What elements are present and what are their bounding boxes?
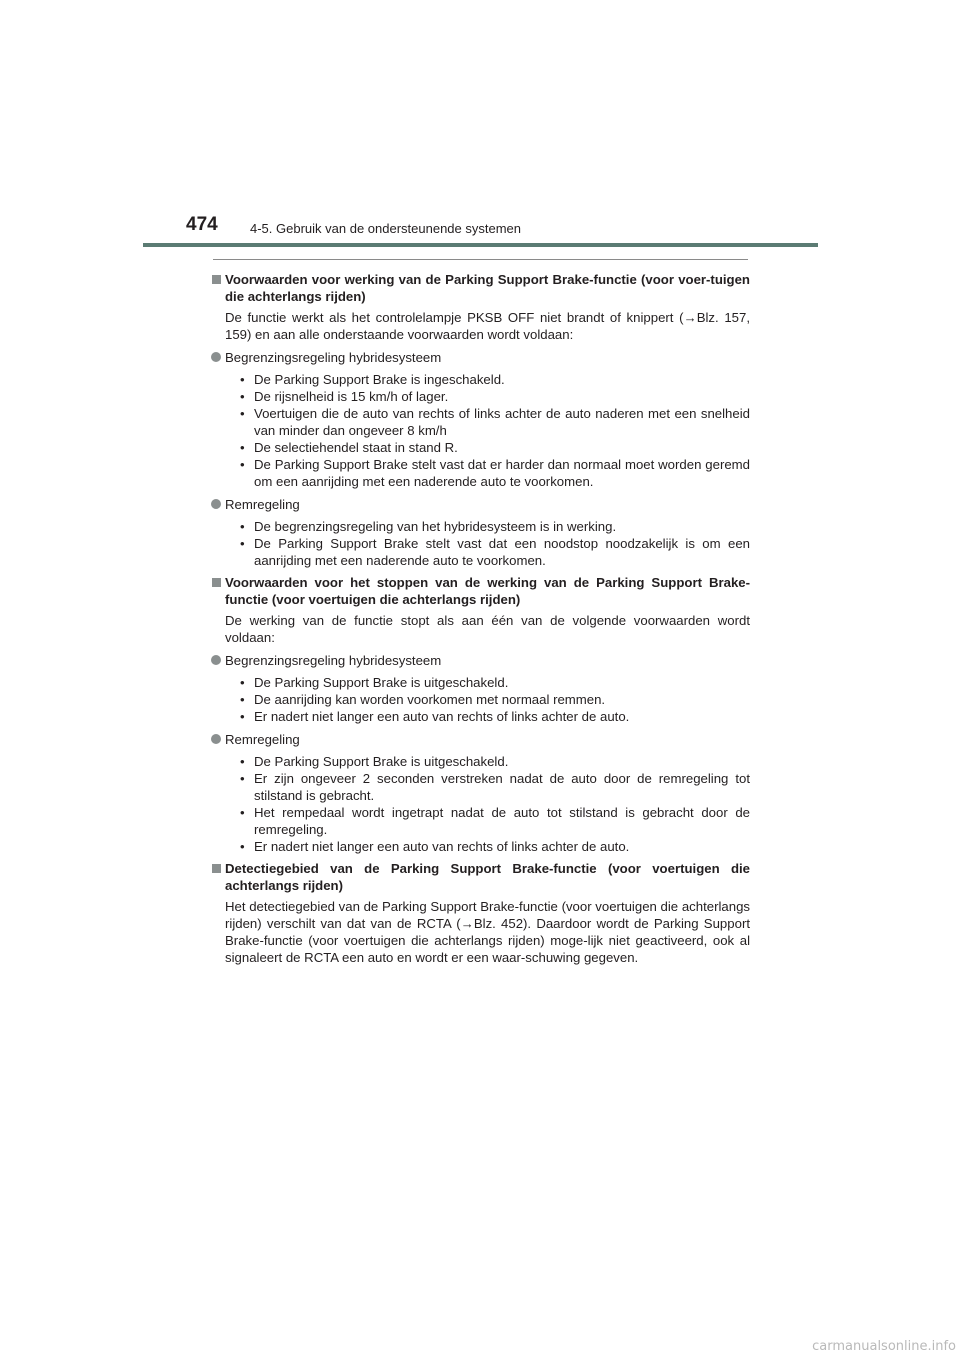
bullet-dot-icon: • xyxy=(240,389,245,404)
circle-bullet-icon xyxy=(211,352,221,362)
content-top-rule xyxy=(213,259,748,260)
bullet-dot-icon: • xyxy=(240,372,245,387)
subheading xyxy=(210,349,750,366)
subheading-text: Remregeling xyxy=(225,497,300,512)
bullet-dot-icon: • xyxy=(240,536,245,551)
section-intro: Het detectiegebied van de Parking Support Brake-functie (voor voertuigen die achterlangs rijden) verschilt van dat van de RCTA (→Blz. 452). Daardoor wordt de Parking Support Brake-functie (voor voertuigen die achterlangs rijden) moge-lijk niet geactiveerd, ook al signaleert de RCTA een auto en wordt er een waar-schuwing gegeven. xyxy=(225,899,750,965)
bullet-dot-icon: • xyxy=(240,519,245,534)
square-bullet-icon xyxy=(212,864,221,873)
square-bullet-icon xyxy=(212,275,221,284)
subheading-text: Begrenzingsregeling hybridesysteem xyxy=(225,653,442,668)
list-item xyxy=(240,518,750,535)
bullet-list xyxy=(210,371,750,490)
subheading-text: Begrenzingsregeling hybridesysteem xyxy=(225,350,442,365)
list-item-text: De Parking Support Brake is ingeschakeld. xyxy=(254,372,505,387)
list-item xyxy=(240,388,750,405)
list-item-text: De begrenzingsregeling van het hybridesysteem is in werking. xyxy=(254,519,617,534)
bullet-dot-icon: • xyxy=(240,675,245,690)
list-item xyxy=(240,439,750,456)
section-heading-text: Voorwaarden voor werking van de Parking Support Brake-functie (voor voer-tuigen die achterlangs rijden) xyxy=(225,272,750,304)
list-item-text: De aanrijding kan worden voorkomen met normaal remmen. xyxy=(254,692,606,707)
list-item xyxy=(240,708,750,725)
list-item xyxy=(240,535,750,569)
subheading xyxy=(210,496,750,513)
page-number: 474 xyxy=(186,214,218,235)
bullet-dot-icon: • xyxy=(240,839,245,854)
section-heading-text: Voorwaarden voor het stoppen van de werking van de Parking Support Brake-functie (voor voertuigen die achterlangs rijden) xyxy=(225,575,750,607)
header-rule xyxy=(143,243,818,247)
bullet-dot-icon: • xyxy=(240,771,245,786)
list-item xyxy=(240,753,750,770)
bullet-dot-icon: • xyxy=(240,440,245,455)
subheading xyxy=(210,652,750,669)
list-item-text: De selectiehendel staat in stand R. xyxy=(254,440,458,455)
list-item xyxy=(240,674,750,691)
section-heading-text: Detectiegebied van de Parking Support Brake-functie (voor voertuigen die achterlangs rijden) xyxy=(225,861,750,893)
bullet-dot-icon: • xyxy=(240,709,245,724)
list-item-text: De Parking Support Brake is uitgeschakeld. xyxy=(254,754,509,769)
section-header-title: 4-5. Gebruik van de ondersteunende systemen xyxy=(250,221,522,236)
list-item-text: De Parking Support Brake stelt vast dat een noodstop noodzakelijk is om een aanrijding met een naderende auto te voorkomen. xyxy=(254,536,750,568)
circle-bullet-icon xyxy=(211,655,221,665)
subheading xyxy=(210,731,750,748)
bullet-dot-icon: • xyxy=(240,457,245,472)
watermark: carmanualsonline.info xyxy=(812,1339,956,1354)
list-item-text: Het rempedaal wordt ingetrapt nadat de auto tot stilstand is gebracht door de remregeling. xyxy=(254,805,750,837)
list-item xyxy=(240,838,750,855)
list-item-text: Voertuigen die de auto van rechts of links achter de auto naderen met een snelheid van minder dan ongeveer 8 km/h xyxy=(254,406,750,438)
list-item xyxy=(240,371,750,388)
list-item xyxy=(240,770,750,804)
list-item-text: De rijsnelheid is 15 km/h of lager. xyxy=(254,389,449,404)
section-heading xyxy=(210,860,750,894)
bullet-list xyxy=(210,753,750,855)
list-item-text: Er nadert niet langer een auto van rechts of links achter de auto. xyxy=(254,709,630,724)
section-intro: De functie werkt als het controlelampje PKSB OFF niet brandt of knippert (→Blz. 157, 159) en aan alle onderstaande voorwaarden wordt voldaan: xyxy=(225,310,750,342)
section-heading xyxy=(210,574,750,608)
list-item xyxy=(240,456,750,490)
circle-bullet-icon xyxy=(211,734,221,744)
list-item-text: De Parking Support Brake is uitgeschakeld. xyxy=(254,675,509,690)
list-item-text: Er zijn ongeveer 2 seconden verstreken nadat de auto door de remregeling tot stilstand is gebracht. xyxy=(254,771,750,803)
bullet-dot-icon: • xyxy=(240,406,245,421)
circle-bullet-icon xyxy=(211,499,221,509)
square-bullet-icon xyxy=(212,578,221,587)
document-body xyxy=(210,266,750,966)
bullet-list xyxy=(210,518,750,569)
bullet-dot-icon: • xyxy=(240,805,245,820)
list-item xyxy=(240,405,750,439)
list-item xyxy=(240,804,750,838)
bullet-dot-icon: • xyxy=(240,754,245,769)
list-item-text: De Parking Support Brake stelt vast dat er harder dan normaal moet worden geremd om een aanrijding met een naderende auto te voorkomen. xyxy=(254,457,750,489)
bullet-dot-icon: • xyxy=(240,692,245,707)
subheading-text: Remregeling xyxy=(225,732,300,747)
list-item-text: Er nadert niet langer een auto van rechts of links achter de auto. xyxy=(254,839,630,854)
section-intro: De werking van de functie stopt als aan één van de volgende voorwaarden wordt voldaan: xyxy=(225,613,750,645)
section-heading xyxy=(210,271,750,305)
list-item xyxy=(240,691,750,708)
bullet-list xyxy=(210,674,750,725)
